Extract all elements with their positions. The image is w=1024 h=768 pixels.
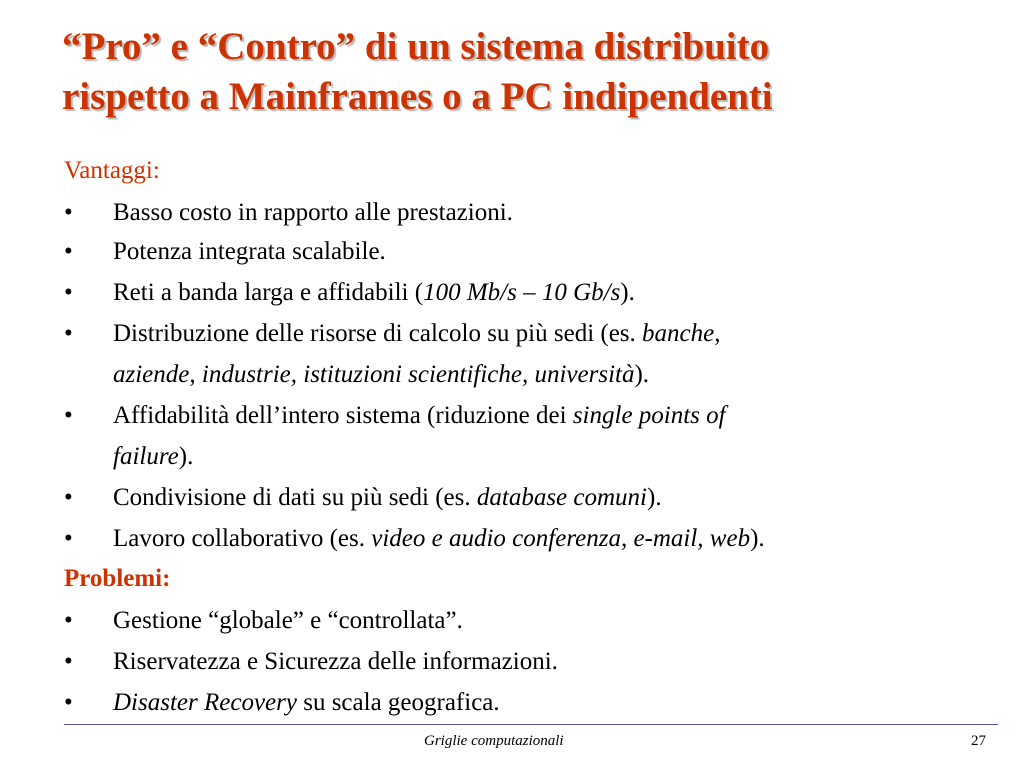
advantage-item-2-text: Potenza integrata scalabile. (113, 238, 386, 265)
advantage-item-4-text: Distribuzione delle risorse di calcolo su più sedi (es. banche, (113, 320, 721, 347)
bullet-icon: • (64, 320, 73, 347)
bullet-icon: • (64, 525, 73, 552)
bullet-icon: • (64, 484, 73, 511)
problem-item-3-text: Disaster Recovery su scala geografica. (113, 689, 500, 716)
advantage-item-3-emphasis: 100 Mb/s – 10 Gb/s (423, 279, 621, 306)
advantage-item-5-emphasis: single points of (572, 402, 726, 429)
advantage-item-7-emphasis: video e audio conferenza, e-mail, web (371, 525, 751, 552)
advantage-item-5-text: Affidabilità dell’intero sistema (riduzione dei single points of (113, 402, 726, 429)
advantage-item-6-emphasis: database comuni (476, 484, 647, 511)
problem-item-2-text: Riservatezza e Sicurezza delle informazioni. (113, 648, 558, 675)
slide-title-line-1: “Pro” e “Contro” di un sistema distribuito (62, 25, 770, 68)
bullet-icon: • (64, 402, 73, 429)
slide-title (62, 22, 1002, 122)
slide-title-line-2: rispetto a Mainframes o a PC indipendenti (62, 75, 773, 118)
bullet-icon: • (64, 648, 73, 675)
bullet-icon: • (64, 238, 73, 265)
advantages-label: Vantaggi: (64, 157, 160, 184)
advantage-item-6-text: Condivisione di dati su più sedi (es. database comuni). (113, 484, 662, 511)
advantage-item-5-continuation: failure). (113, 443, 194, 470)
page-number: 27 (971, 733, 986, 749)
problem-item-1-text: Gestione “globale” e “controllata”. (113, 607, 463, 634)
bullet-icon: • (64, 279, 73, 306)
bullet-icon: • (64, 689, 73, 716)
advantage-item-4-continuation: aziende, industrie, istituzioni scientifiche, università). (113, 361, 650, 388)
advantage-item-4-emphasis: banche, (642, 320, 721, 347)
advantage-item-1-text: Basso costo in rapporto alle prestazioni. (113, 199, 513, 226)
bullet-icon: • (64, 199, 73, 226)
footer-divider (64, 724, 998, 725)
advantage-item-3-text: Reti a banda larga e affidabili (100 Mb/s – 10 Gb/s). (113, 279, 635, 306)
advantage-item-7-text: Lavoro collaborativo (es. video e audio conferenza, e-mail, web). (113, 525, 765, 552)
bullet-icon: • (64, 607, 73, 634)
footer-title: Griglie computazionali (424, 733, 564, 749)
problem-item-3-emphasis: Disaster Recovery (113, 689, 297, 716)
problems-label: Problemi: (64, 565, 171, 592)
